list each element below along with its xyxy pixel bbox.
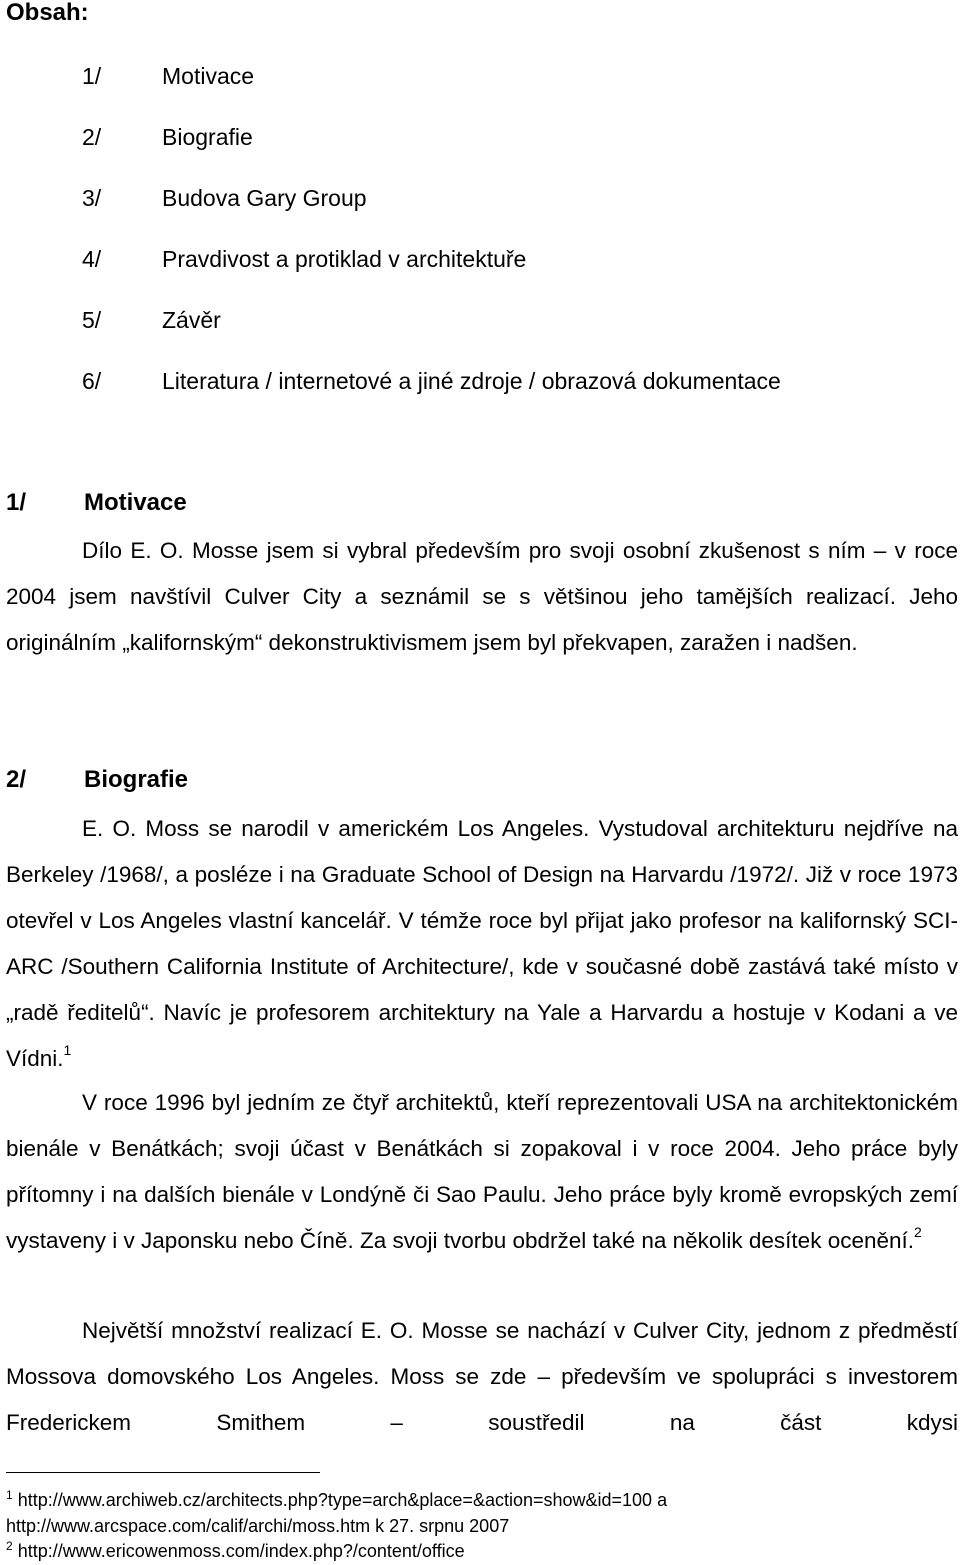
toc-item-number: 2/	[82, 124, 102, 150]
toc-item	[0, 46, 960, 107]
footnote-link: http://www.arcspace.com/calif/archi/moss.htm k 27. srpnu 2007	[6, 1516, 510, 1536]
paragraph-text: V roce 1996 byl jedním ze čtyř architektů, kteří reprezentovali USA na architektonickém bienále v Benátkách; svoji účast v Benátkách si zopakoval i v roce 2004. Jeho práce byly přítomny i na dalších bienále v Londýně či Sao Paulu. Jeho práce byly kromě evropských zemí vystaveny i v Japonsku nebo Číně. Za svoji tvorbu obdržel také na několik desítek ocenění.	[6, 1090, 958, 1253]
footnote-reference: 2	[914, 1224, 922, 1240]
toc-item-title: Literatura / internetové a jiné zdroje / obrazová dokumentace	[162, 368, 781, 394]
toc-item-title: Budova Gary Group	[162, 185, 367, 211]
footnote-reference: 1	[63, 1042, 72, 1058]
biografie-paragraph-3: Největší množství realizací E. O. Mosse se nachází v Culver City, jednom z předměstí Mossova domovského Los Angeles. Moss se zde – především ve spolupráci s investorem Frederickem Smithem – soustředil na část kdysi	[6, 1318, 958, 1435]
toc-item-number: 6/	[82, 368, 102, 394]
section-number: 2/	[6, 766, 27, 793]
footnote-mark: 2	[6, 1539, 13, 1553]
toc-item-number: 5/	[82, 307, 102, 333]
section-number: 1/	[6, 489, 27, 516]
toc-item-title: Motivace	[162, 63, 255, 89]
biografie-paragraph-2	[6, 1080, 958, 1264]
toc-item	[0, 290, 960, 351]
footnote	[6, 1514, 509, 1538]
footnote-mark: 1	[6, 1488, 13, 1502]
toc-item-number: 4/	[82, 246, 102, 272]
toc-item	[0, 229, 960, 290]
toc-item-title: Pravdivost a protiklad v architektuře	[162, 246, 527, 272]
footnote	[6, 1539, 465, 1563]
toc-item-title: Biografie	[162, 124, 253, 150]
motivace-paragraph: Dílo E. O. Mosse jsem si vybral především pro svoji osobní zkušenost s ním – v roce 2004 jsem navštívil Culver City a seznámil se s většinou jeho tamějších realizací. Jeho originálním „kalifornským“ dekonstruktivismem jsem byl překvapen, zaražen i nadšen.	[6, 538, 958, 655]
toc-item	[0, 351, 960, 412]
footnote-link: http://www.archiweb.cz/architects.php?type=arch&place=&action=show&id=100 a	[17, 1490, 668, 1510]
biografie-paragraph-1	[6, 806, 958, 1082]
toc-item-number: 3/	[82, 185, 102, 211]
footnote	[6, 1488, 667, 1512]
toc-item-number: 1/	[82, 63, 102, 89]
section-title: Biografie	[84, 766, 189, 793]
toc-item	[0, 168, 960, 229]
footnote-divider	[6, 1472, 320, 1473]
paragraph-text: E. O. Moss se narodil v americkém Los Angeles. Vystudoval architekturu nejdříve na Berkeley /1968/, a posléze i na Graduate School of Design na Harvardu /1972/. Již v roce 1973 otevřel v Los Angeles vlastní kancelář. V témže roce byl přijat jako profesor na kalifornský SCI-ARC /Southern California Institute of Architecture/, kde v současné době zastává také místo v „radě ředitelů“. Navíc je profesorem architektury na Yale a Harvardu a hostuje v Kodani a ve Vídni.	[6, 816, 958, 1071]
footnote-link: http://www.ericowenmoss.com/index.php?/content/office	[17, 1541, 465, 1561]
table-of-contents	[0, 46, 960, 412]
toc-heading: Obsah:	[6, 0, 89, 26]
toc-item	[0, 107, 960, 168]
section-title: Motivace	[84, 489, 187, 516]
toc-item-title: Závěr	[162, 307, 221, 333]
